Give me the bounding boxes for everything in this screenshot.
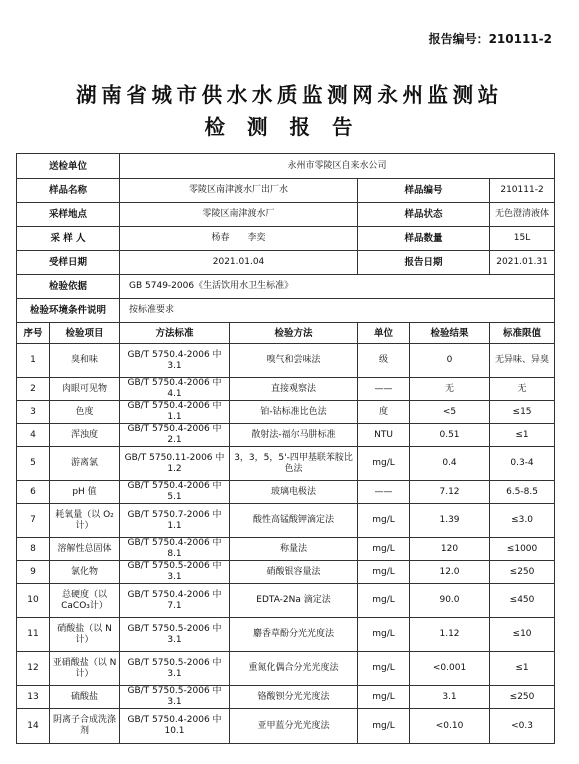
cell-limit: ≤1 xyxy=(490,652,555,686)
header-col-item: 检验项目 xyxy=(50,323,120,344)
cell-method: 亚甲蓝分光光度法 xyxy=(230,709,358,744)
env-value: 按标准要求 xyxy=(120,299,555,323)
header-col-std: 方法标准 xyxy=(120,323,230,344)
cell-result: <0.10 xyxy=(410,709,490,744)
cell-limit: 无 xyxy=(490,378,555,401)
table-row xyxy=(17,344,555,378)
recv-date-value: 2021.01.04 xyxy=(120,251,358,275)
cell-result: <5 xyxy=(410,401,490,424)
cell-result: 3.1 xyxy=(410,686,490,709)
cell-std: GB/T 5750.4-2006 中 2.1 xyxy=(120,424,230,447)
results-header-row xyxy=(17,323,555,344)
cell-item: 游离氯 xyxy=(50,447,120,481)
sample-name-value: 零陵区南津渡水厂出厂水 xyxy=(120,179,358,203)
cell-unit: mg/L xyxy=(358,561,410,584)
cell-method: 麝香草酚分光光度法 xyxy=(230,618,358,652)
cell-limit: ≤250 xyxy=(490,561,555,584)
sampler-label: 采 样 人 xyxy=(17,227,120,251)
cell-limit: 6.5-8.5 xyxy=(490,481,555,504)
cell-unit: mg/L xyxy=(358,652,410,686)
cell-method: 硝酸银容量法 xyxy=(230,561,358,584)
cell-unit: mg/L xyxy=(358,504,410,538)
cell-result: 120 xyxy=(410,538,490,561)
cell-no: 13 xyxy=(17,686,50,709)
cell-limit: ≤250 xyxy=(490,686,555,709)
cell-unit: NTU xyxy=(358,424,410,447)
cell-item: 浑浊度 xyxy=(50,424,120,447)
cell-std: GB/T 5750.5-2006 中 3.1 xyxy=(120,686,230,709)
cell-std: GB/T 5750.11-2006 中 1.2 xyxy=(120,447,230,481)
cell-unit: —— xyxy=(358,378,410,401)
sender-value: 永州市零陵区自来水公司 xyxy=(120,154,555,179)
cell-item: 臭和味 xyxy=(50,344,120,378)
cell-item: 总硬度（以 CaCO₃计） xyxy=(50,584,120,618)
cell-limit: ≤15 xyxy=(490,401,555,424)
cell-no: 11 xyxy=(17,618,50,652)
cell-std: GB/T 5750.4-2006 中 10.1 xyxy=(120,709,230,744)
table-row xyxy=(17,504,555,538)
basis-label: 检验依据 xyxy=(17,275,120,299)
qty-label: 样品数量 xyxy=(358,227,490,251)
cell-method: 直接观察法 xyxy=(230,378,358,401)
table-row xyxy=(17,652,555,686)
cell-method: 称量法 xyxy=(230,538,358,561)
cell-method: 散射法-福尔马肼标准 xyxy=(230,424,358,447)
report-date-label: 报告日期 xyxy=(358,251,490,275)
cell-result: <0.001 xyxy=(410,652,490,686)
cell-no: 8 xyxy=(17,538,50,561)
cell-unit: mg/L xyxy=(358,686,410,709)
cell-unit: 级 xyxy=(358,344,410,378)
cell-std: GB/T 5750.4-2006 中 8.1 xyxy=(120,538,230,561)
cell-unit: mg/L xyxy=(358,584,410,618)
cell-item: 硫酸盐 xyxy=(50,686,120,709)
table-row xyxy=(17,686,555,709)
table-row xyxy=(17,561,555,584)
cell-std: GB/T 5750.7-2006 中 1.1 xyxy=(120,504,230,538)
cell-limit: 无异味、异臭 xyxy=(490,344,555,378)
report-table xyxy=(16,153,555,744)
report-subtitle: 检测报告 xyxy=(204,115,375,139)
cell-method: 铬酸钡分光光度法 xyxy=(230,686,358,709)
qty-value: 15L xyxy=(490,227,555,251)
cell-result: 7.12 xyxy=(410,481,490,504)
report-number: 报告编号：210111-2 xyxy=(428,32,552,46)
header-col-result: 检验结果 xyxy=(410,323,490,344)
site-label: 采样地点 xyxy=(17,203,120,227)
basis-value: GB 5749-2006《生活饮用水卫生标准》 xyxy=(120,275,555,299)
cell-limit: ≤450 xyxy=(490,584,555,618)
cell-unit: mg/L xyxy=(358,538,410,561)
cell-std: GB/T 5750.5-2006 中 3.1 xyxy=(120,618,230,652)
cell-no: 14 xyxy=(17,709,50,744)
env-label: 检验环境条件说明 xyxy=(17,299,120,323)
cell-method: 重氮化偶合分光光度法 xyxy=(230,652,358,686)
cell-std: GB/T 5750.4-2006 中 4.1 xyxy=(120,378,230,401)
cell-limit: ≤1000 xyxy=(490,538,555,561)
table-row xyxy=(17,584,555,618)
cell-item: 色度 xyxy=(50,401,120,424)
cell-std: GB/T 5750.4-2006 中 1.1 xyxy=(120,401,230,424)
cell-std: GB/T 5750.4-2006 中 7.1 xyxy=(120,584,230,618)
cell-unit: mg/L xyxy=(358,447,410,481)
report-title: 湖南省城市供水水质监测网永州监测站 xyxy=(76,83,503,107)
recv-date-label: 受样日期 xyxy=(17,251,120,275)
header-col-no: 序号 xyxy=(17,323,50,344)
cell-no: 10 xyxy=(17,584,50,618)
cell-result: 0 xyxy=(410,344,490,378)
sample-name-label: 样品名称 xyxy=(17,179,120,203)
cell-no: 12 xyxy=(17,652,50,686)
sender-label: 送检单位 xyxy=(17,154,120,179)
table-row xyxy=(17,709,555,744)
cell-item: 溶解性总固体 xyxy=(50,538,120,561)
cell-no: 3 xyxy=(17,401,50,424)
cell-result: 12.0 xyxy=(410,561,490,584)
sample-no-value: 210111-2 xyxy=(490,179,555,203)
sampler-value: 杨春 李奕 xyxy=(120,227,358,251)
cell-item: 亚硝酸盐（以 N 计） xyxy=(50,652,120,686)
header-col-limit: 标准限值 xyxy=(490,323,555,344)
table-row xyxy=(17,618,555,652)
table-row xyxy=(17,538,555,561)
cell-item: pH 值 xyxy=(50,481,120,504)
table-row xyxy=(17,401,555,424)
cell-result: 0.4 xyxy=(410,447,490,481)
cell-no: 4 xyxy=(17,424,50,447)
cell-item: 氯化物 xyxy=(50,561,120,584)
cell-unit: mg/L xyxy=(358,709,410,744)
cell-std: GB/T 5750.4-2006 中 5.1 xyxy=(120,481,230,504)
state-value: 无色澄清液体 xyxy=(490,203,555,227)
table-row xyxy=(17,424,555,447)
cell-method: 嗅气和尝味法 xyxy=(230,344,358,378)
table-row xyxy=(17,481,555,504)
cell-no: 7 xyxy=(17,504,50,538)
cell-std: GB/T 5750.5-2006 中 3.1 xyxy=(120,652,230,686)
cell-method: 玻璃电极法 xyxy=(230,481,358,504)
cell-item: 阴离子合成洗涤剂 xyxy=(50,709,120,744)
cell-method: 铂-钴标准比色法 xyxy=(230,401,358,424)
cell-no: 9 xyxy=(17,561,50,584)
cell-unit: 度 xyxy=(358,401,410,424)
cell-result: 无 xyxy=(410,378,490,401)
cell-limit: ≤3.0 xyxy=(490,504,555,538)
cell-unit: —— xyxy=(358,481,410,504)
cell-item: 肉眼可见物 xyxy=(50,378,120,401)
cell-limit: 0.3-4 xyxy=(490,447,555,481)
sample-no-label: 样品编号 xyxy=(358,179,490,203)
cell-method: EDTA-2Na 滴定法 xyxy=(230,584,358,618)
cell-result: 0.51 xyxy=(410,424,490,447)
site-value: 零陵区南津渡水厂 xyxy=(120,203,358,227)
table-row xyxy=(17,447,555,481)
cell-result: 1.12 xyxy=(410,618,490,652)
cell-no: 2 xyxy=(17,378,50,401)
cell-method: 酸性高锰酸钾滴定法 xyxy=(230,504,358,538)
cell-result: 1.39 xyxy=(410,504,490,538)
header-col-unit: 单位 xyxy=(358,323,410,344)
cell-limit: <0.3 xyxy=(490,709,555,744)
cell-no: 6 xyxy=(17,481,50,504)
cell-no: 5 xyxy=(17,447,50,481)
cell-unit: mg/L xyxy=(358,618,410,652)
table-row xyxy=(17,378,555,401)
header-col-method: 检验方法 xyxy=(230,323,358,344)
cell-no: 1 xyxy=(17,344,50,378)
cell-item: 硝酸盐（以 N 计） xyxy=(50,618,120,652)
cell-result: 90.0 xyxy=(410,584,490,618)
cell-item: 耗氧量（以 O₂计） xyxy=(50,504,120,538)
report-date-value: 2021.01.31 xyxy=(490,251,555,275)
state-label: 样品状态 xyxy=(358,203,490,227)
cell-limit: ≤1 xyxy=(490,424,555,447)
cell-std: GB/T 5750.4-2006 中 3.1 xyxy=(120,344,230,378)
cell-std: GB/T 5750.5-2006 中 3.1 xyxy=(120,561,230,584)
cell-method: 3，3，5，5'-四甲基联苯胺比色法 xyxy=(230,447,358,481)
cell-limit: ≤10 xyxy=(490,618,555,652)
